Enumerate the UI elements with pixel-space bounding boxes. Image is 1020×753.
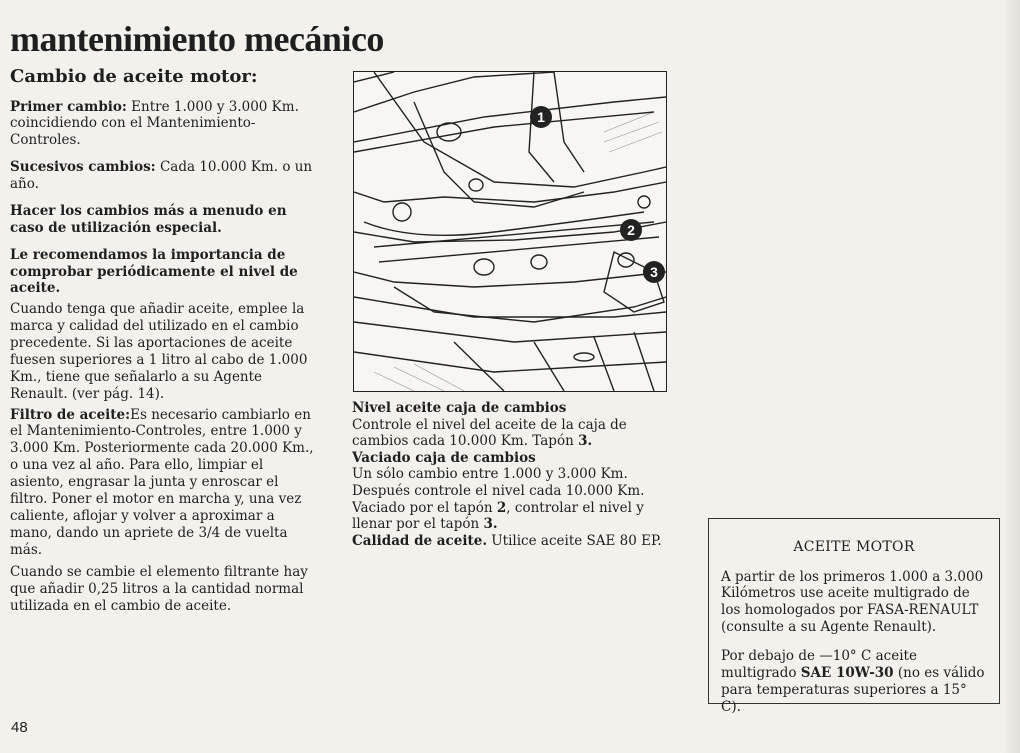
vaciado-text-d: 3.: [483, 516, 498, 533]
callout-2: 2: [620, 219, 642, 241]
vaciado-text: [352, 466, 667, 532]
sucesivos-text: Cada 10.000 Km. o un año.: [10, 159, 313, 192]
callout-1: 1: [530, 106, 552, 128]
vaciado-text-b: 2: [496, 499, 507, 516]
hacer-cambios: Hacer los cambios más a menudo en caso de utilización especial.: [10, 202, 287, 236]
section-title: Cambio de aceite motor:: [10, 66, 258, 87]
sucesivos-label: Sucesivos cambios:: [10, 159, 156, 176]
filtro-label: Filtro de aceite:: [10, 406, 131, 423]
cuando-tenga: Cuando tenga que añadir aceite, emplee la marca y calidad del utilizado en el cambio precedente. Si las aportaciones de aceite fuesen superiores a 1 litro al cabo de 1.000 Km., tiene que señalarlo a su Agente Renault. (ver pág. 14).: [10, 301, 308, 402]
nivel-text: [352, 417, 667, 450]
aceite-motor-box: [708, 518, 1000, 715]
filtro-text: Es necesario cambiarlo en el Mantenimiento-Controles, entre 1.000 y 3.000 Km. Posteriormente cada 20.000 Km., o una vez al año. Para ello, limpiar el asiento, engrasar la junta y enroscar el filtro. Poner el motor en marcha y, una vez caliente, aflojar y volver a aproximar a mano, dando un apriete de 3/4 de vuelta más.: [10, 406, 314, 558]
vaciado-text-c: , controlar el nivel y llenar por el tapón: [352, 499, 644, 533]
box-heading: ACEITE MOTOR: [793, 539, 915, 555]
sucesivos-cambios: [10, 159, 320, 193]
gearbox-illustration: [353, 71, 667, 392]
nivel-text-a: Controle el nivel del aceite de la caja de cambios cada 10.000 Km. Tapón: [352, 416, 627, 450]
vaciado-title: Vaciado caja de cambios: [352, 449, 536, 466]
cuando-cambie: Cuando se cambie el elemento filtrante hay que añadir 0,25 litros a la cantidad normal utilizada en el cambio de aceite.: [10, 564, 308, 615]
box-paragraph-1: A partir de los primeros 1.000 a 3.000 Kilómetros use aceite multigrado de los homologados por FASA-RENAULT (consulte a su Agente Renault).: [721, 568, 984, 636]
calidad-text: Utilice aceite SAE 80 EP.: [487, 532, 662, 549]
page-title: mantenimiento mecánico: [10, 19, 384, 59]
box-p2-a: Por debajo de —10° C aceite multigrado: [721, 648, 917, 681]
box-p2-b: SAE 10W-30: [800, 664, 894, 681]
middle-column: [352, 400, 667, 549]
vaciado-text-a: Un sólo cambio entre 1.000 y 3.000 Km. Después controle el nivel cada 10.000 Km. Vaciado por el tapón: [352, 466, 645, 516]
recomendamos: Le recomendamos la importancia de comprobar periódicamente el nivel de aceite.: [10, 246, 298, 297]
primer-label: Primer cambio:: [10, 98, 127, 115]
box-paragraph-2: [721, 648, 987, 716]
calidad-label: Calidad de aceite.: [352, 532, 488, 549]
box-p2-c: (no es válido para temperaturas superiores a 15° C).: [721, 664, 985, 715]
primer-cambio: [10, 99, 320, 150]
calidad-aceite: [352, 533, 667, 550]
filtro-aceite: [10, 407, 320, 559]
left-column: [10, 66, 320, 625]
nivel-title: Nivel aceite caja de cambios: [352, 400, 567, 416]
nivel-text-b: 3.: [578, 433, 593, 450]
primer-text: Entre 1.000 y 3.000 Km. coincidiendo con el Mantenimiento-Controles.: [10, 98, 299, 149]
page-number: 48: [11, 719, 28, 736]
callout-3: 3: [643, 261, 665, 283]
page-edge-shadow: [1002, 0, 1020, 753]
